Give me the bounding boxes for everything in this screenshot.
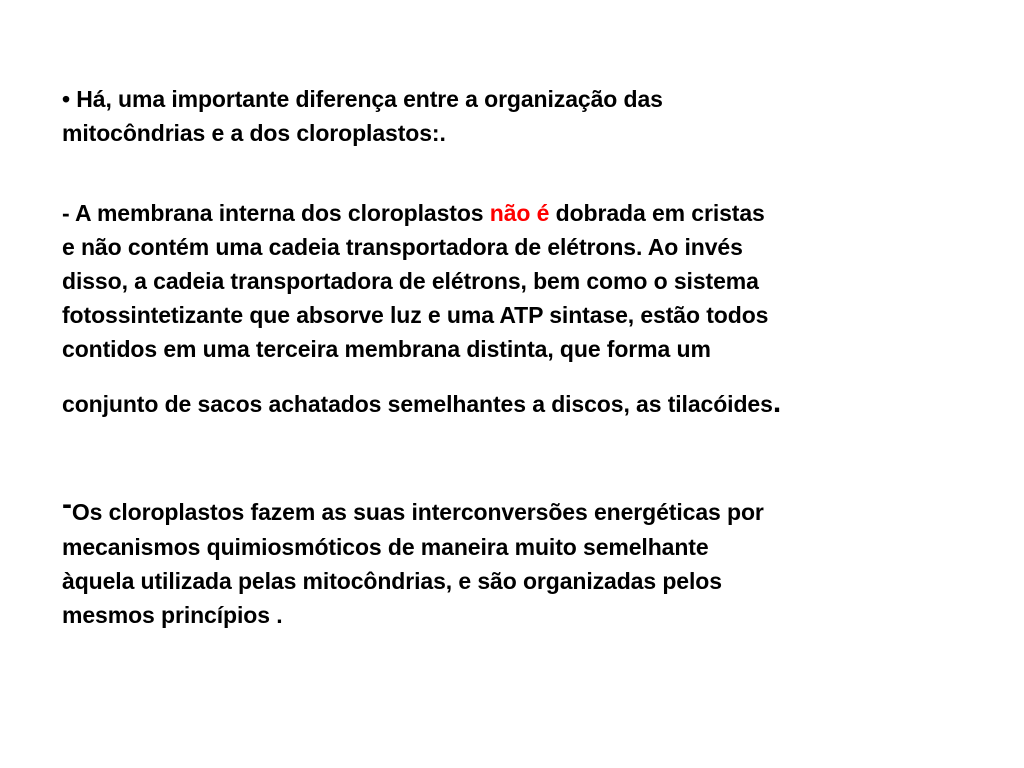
paragraph-line: mecanismos quimiosmóticos de maneira muito semelhante [62, 534, 709, 560]
dash: - [62, 488, 72, 521]
paragraph-end-dot: . [772, 386, 782, 419]
paragraph-line: mitocôndrias e a dos cloroplastos:. [62, 120, 446, 146]
paragraph-line: contidos em uma terceira membrana distinta, que forma um [62, 336, 711, 362]
paragraph-line: disso, a cadeia transportadora de elétrons, bem como o sistema [62, 268, 759, 294]
paragraph-line: àquela utilizada pelas mitocôndrias, e são organizadas pelos [62, 568, 722, 594]
paragraph-line [62, 488, 764, 528]
highlight-nao-e: não é [489, 200, 550, 226]
paragraph-text: conjunto de sacos achatados semelhantes a discos, as tilacóides [62, 391, 773, 417]
paragraph-line [62, 200, 765, 227]
paragraph-line [62, 386, 781, 420]
paragraph-text: Há, uma importante diferença entre a organização das [76, 86, 663, 112]
paragraph-text: Os cloroplastos fazem as suas interconversões energéticas por [71, 499, 764, 525]
paragraph-text: dobrada em cristas [549, 200, 765, 226]
paragraph-text: - A membrana interna dos cloroplastos [62, 200, 490, 226]
bullet: • [62, 86, 70, 112]
paragraph-line [62, 86, 663, 113]
paragraph-line: e não contém uma cadeia transportadora de elétrons. Ao invés [62, 234, 743, 260]
paragraph-line: mesmos princípios . [62, 602, 283, 628]
paragraph-line: fotossintetizante que absorve luz e uma ATP sintase, estão todos [62, 302, 769, 328]
